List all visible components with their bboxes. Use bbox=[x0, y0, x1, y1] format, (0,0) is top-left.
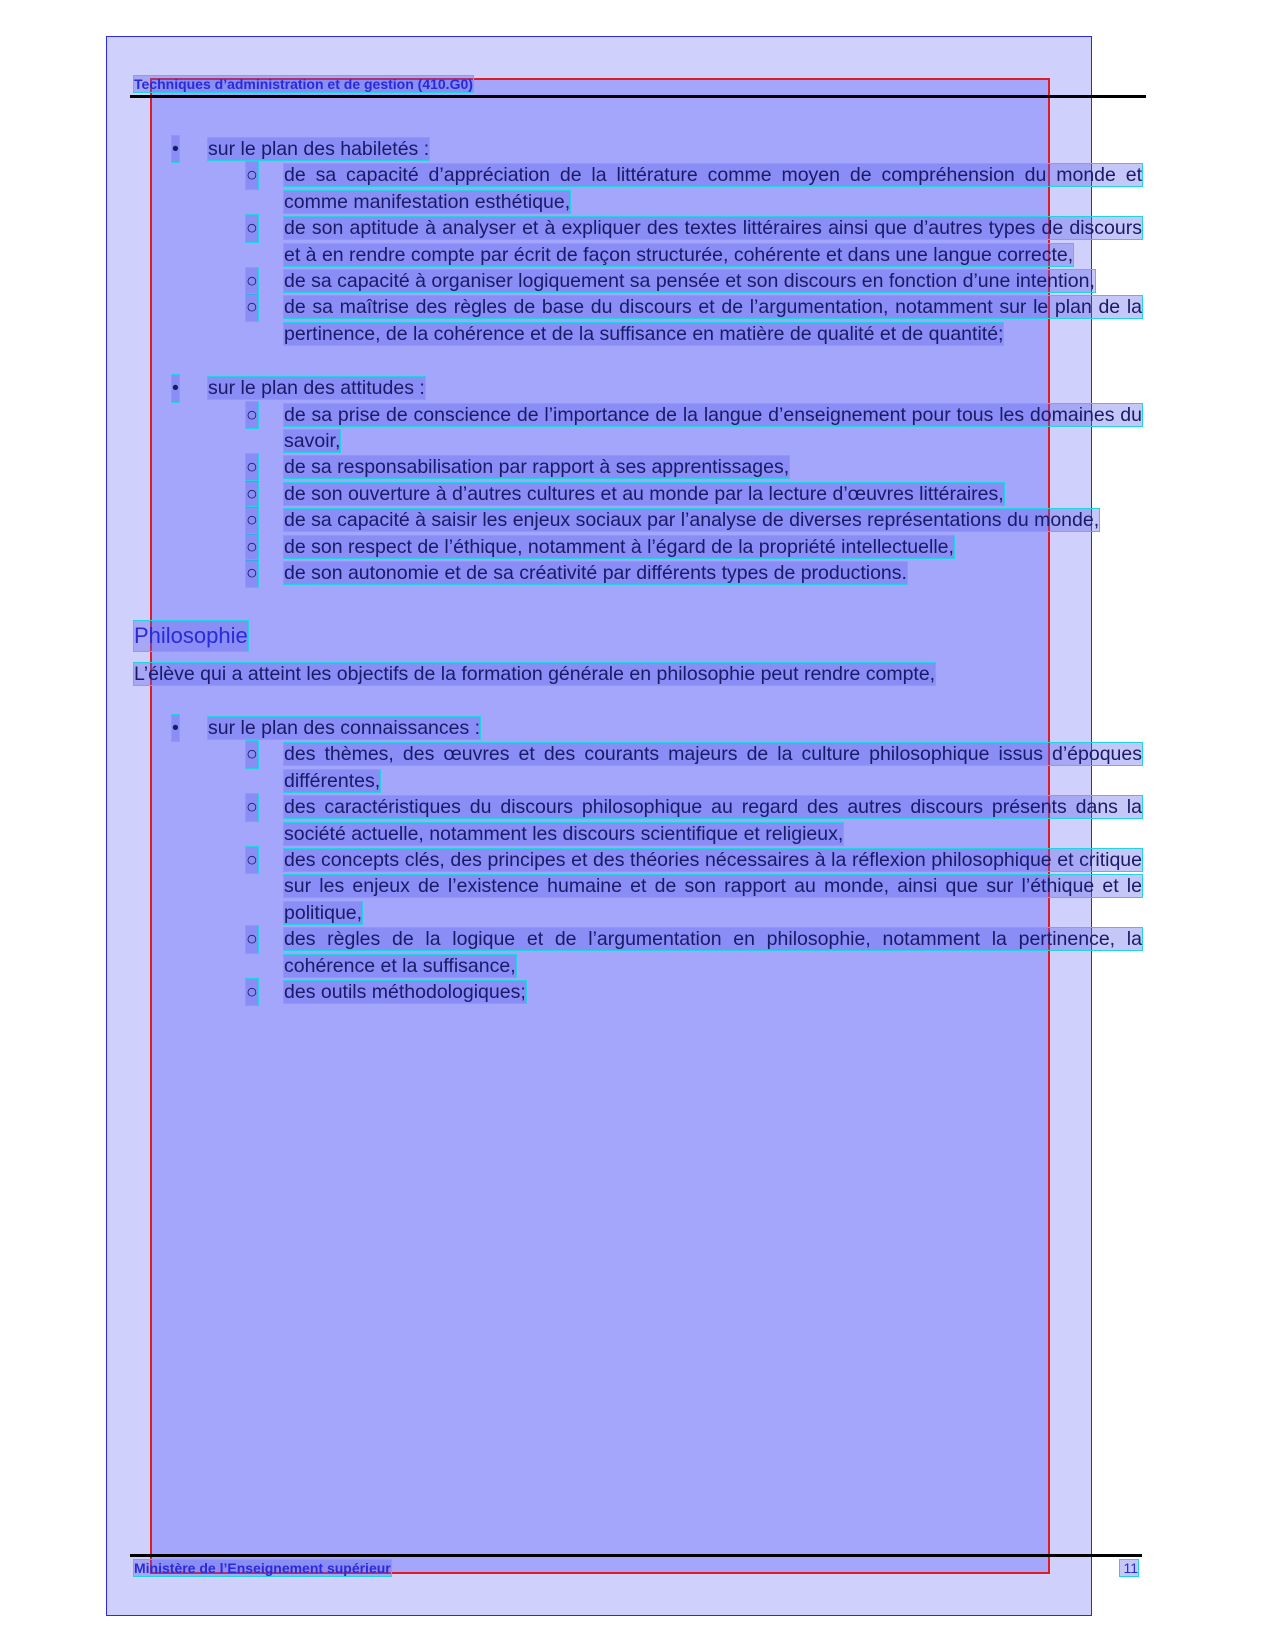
list-item bbox=[134, 268, 1142, 294]
list-item-text: de sa capacité à saisir les enjeux sociaux par l’analyse de diverses représentations du monde, bbox=[284, 509, 1100, 532]
bullet-icon: • bbox=[172, 136, 179, 162]
list-item-text: de sa maîtrise des règles de base du discours et de l’argumentation, notamment sur le plan de la pertinence, de la cohérence et de la suffisance en matière de qualité et de quantité; bbox=[284, 296, 1142, 345]
list-item-text: de sa responsabilisation par rapport à ses apprentissages, bbox=[284, 456, 790, 479]
bullet-icon: • bbox=[172, 715, 179, 741]
circle-bullet-icon: ○ bbox=[246, 507, 258, 533]
list-item bbox=[134, 794, 1142, 847]
circle-bullet-icon: ○ bbox=[246, 979, 258, 1005]
list-item-text: des outils méthodologiques; bbox=[284, 980, 526, 1003]
page-number: 11 bbox=[1120, 1560, 1138, 1576]
list-item-text: de son respect de l’éthique, notamment à l’égard de la propriété intellectuelle, bbox=[284, 535, 954, 558]
connaissances-heading-text: sur le plan des connaissances : bbox=[208, 716, 481, 739]
bullet-icon: • bbox=[172, 375, 179, 401]
spacer bbox=[134, 347, 1142, 375]
list-item-text: de son aptitude à analyser et à expliquer des textes littéraires ainsi que d’autres types de discours et à en rendre compte par écrit de façon structurée, cohérente et dans une langue correcte, bbox=[284, 217, 1142, 266]
list-item bbox=[134, 507, 1142, 533]
list-item bbox=[134, 560, 1142, 586]
list-item bbox=[134, 215, 1142, 268]
habiletes-heading bbox=[134, 136, 1142, 162]
list-item bbox=[134, 534, 1142, 560]
circle-bullet-icon: ○ bbox=[246, 560, 258, 586]
circle-bullet-icon: ○ bbox=[246, 794, 258, 820]
list-item-text: des thèmes, des œuvres et des courants majeurs de la culture philosophique issus d’époques différentes, bbox=[284, 743, 1142, 792]
list-item bbox=[134, 741, 1142, 794]
footer-rule bbox=[130, 1554, 1142, 1557]
list-item bbox=[134, 402, 1142, 455]
connaissances-heading bbox=[134, 715, 1142, 741]
header-rule bbox=[130, 95, 1146, 98]
section-title: Philosophie bbox=[134, 621, 248, 651]
list-item-text: de sa capacité à organiser logiquement sa pensée et son discours en fonction d’une intention, bbox=[284, 270, 1095, 293]
section-intro bbox=[134, 661, 1142, 687]
attitudes-heading-text: sur le plan des attitudes : bbox=[208, 377, 425, 400]
list-item-text: des règles de la logique et de l’argumentation en philosophie, notamment la pertinence, la cohérence et la suffisance, bbox=[284, 928, 1142, 977]
list-item bbox=[134, 979, 1142, 1005]
habiletes-heading-text: sur le plan des habiletés : bbox=[208, 138, 430, 160]
list-item bbox=[134, 481, 1142, 507]
circle-bullet-icon: ○ bbox=[246, 215, 258, 241]
list-item bbox=[134, 926, 1142, 979]
circle-bullet-icon: ○ bbox=[246, 402, 258, 428]
circle-bullet-icon: ○ bbox=[246, 481, 258, 507]
circle-bullet-icon: ○ bbox=[246, 741, 258, 767]
list-item bbox=[134, 162, 1142, 215]
attitudes-heading bbox=[134, 375, 1142, 401]
list-item-text: des caractéristiques du discours philosophique au regard des autres discours présents dans la société actuelle, notamment les discours scientifique et religieux, bbox=[284, 796, 1142, 845]
circle-bullet-icon: ○ bbox=[246, 847, 258, 873]
circle-bullet-icon: ○ bbox=[246, 268, 258, 294]
list-item-text: de sa prise de conscience de l’importance de la langue d’enseignement pour tous les domaines du savoir, bbox=[284, 403, 1142, 453]
list-item bbox=[134, 847, 1142, 926]
list-item-text: de sa capacité d’appréciation de la littérature comme moyen de compréhension du monde et comme manifestation esthétique, bbox=[284, 164, 1142, 213]
list-item-text: de son ouverture à d’autres cultures et au monde par la lecture d’œuvres littéraires, bbox=[284, 482, 1004, 505]
list-item-text: des concepts clés, des principes et des théories nécessaires à la réflexion philosophique et critique sur les enjeux de l’existence humaine et de son rapport au monde, ainsi que sur l’éthique et le politique, bbox=[284, 848, 1142, 924]
running-footer: Ministère de l’Enseignement supérieur bbox=[134, 1560, 391, 1576]
running-header: Techniques d’administration et de gestion (410.G0) bbox=[134, 76, 473, 92]
list-item bbox=[134, 454, 1142, 480]
document-body bbox=[134, 136, 1142, 1005]
list-item bbox=[134, 294, 1142, 347]
circle-bullet-icon: ○ bbox=[246, 162, 258, 188]
section-intro-text: L’élève qui a atteint les objectifs de la formation générale en philosophie peut rendre compte, bbox=[134, 662, 936, 685]
circle-bullet-icon: ○ bbox=[246, 454, 258, 480]
circle-bullet-icon: ○ bbox=[246, 926, 258, 952]
circle-bullet-icon: ○ bbox=[246, 294, 258, 320]
circle-bullet-icon: ○ bbox=[246, 534, 258, 560]
list-item-text: de son autonomie et de sa créativité par différents types de productions. bbox=[284, 562, 907, 585]
